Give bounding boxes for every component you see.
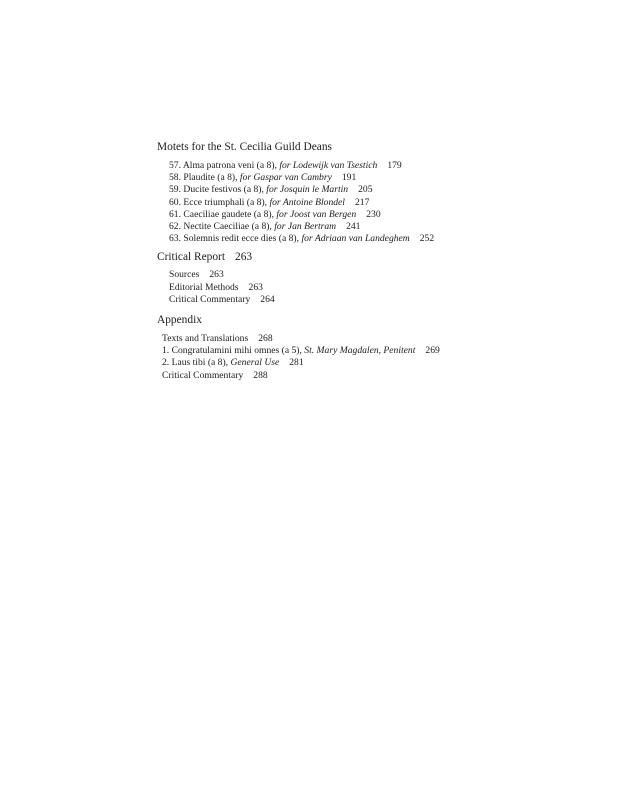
toc-entry-63 bbox=[169, 233, 597, 245]
entry-dedication: for Lodewijk van Tsestich bbox=[279, 160, 378, 171]
toc-entry-laus-tibi bbox=[162, 357, 597, 369]
toc-section-appendix bbox=[157, 313, 597, 382]
entry-dedication: for Adriaan van Landeghem bbox=[301, 233, 410, 245]
critical-report-entry-list bbox=[157, 269, 597, 306]
entry-page-number: 264 bbox=[260, 293, 275, 305]
entry-title: Editorial Methods bbox=[169, 281, 239, 293]
entry-number: 61. bbox=[169, 208, 181, 220]
entry-title: Critical Commentary bbox=[169, 293, 251, 305]
toc-entry-appendix-commentary bbox=[162, 370, 597, 382]
entry-number: 63. bbox=[169, 233, 181, 245]
entry-title: Ducite festivos (a 8), bbox=[183, 184, 264, 196]
toc-entry-sources bbox=[169, 269, 597, 281]
toc-entry-61 bbox=[169, 209, 597, 221]
entry-dedication: for Gaspar van Cambry bbox=[239, 172, 332, 184]
entry-title: 1. Congratulamini mihi omnes (a 5), bbox=[162, 345, 302, 357]
entry-page-number: 281 bbox=[289, 357, 304, 369]
entry-page-number: 179 bbox=[387, 160, 402, 171]
toc-entry-58 bbox=[169, 172, 597, 184]
section-heading-motets: Motets for the St. Cecilia Guild Deans bbox=[157, 141, 332, 153]
entry-dedication: for Joost van Bergen bbox=[276, 208, 357, 220]
table-of-contents bbox=[157, 140, 597, 382]
entry-title: Solemnis redit ecce dies (a 8), bbox=[183, 233, 300, 245]
entry-page-number: 191 bbox=[341, 172, 357, 184]
entry-dedication: for Jan Bertram bbox=[274, 221, 337, 233]
entry-page-number: 268 bbox=[258, 333, 273, 345]
entry-number: 62. bbox=[169, 221, 181, 233]
toc-entry-critical-commentary bbox=[169, 294, 597, 306]
entry-title: Nectite Caeciliae (a 8), bbox=[183, 221, 272, 233]
entry-page-number: 217 bbox=[354, 196, 370, 208]
entry-dedication: St. Mary Magdalen, Penitent bbox=[304, 345, 416, 357]
toc-entry-59 bbox=[169, 184, 597, 196]
section-heading-text: Critical Report bbox=[157, 251, 226, 264]
entry-number: 57. bbox=[169, 160, 181, 171]
entry-number: 60. bbox=[169, 196, 181, 208]
entry-title: Alma patrona veni (a 8), bbox=[182, 160, 277, 171]
entry-title: Plaudite (a 8), bbox=[183, 172, 238, 184]
toc-section-motets bbox=[157, 140, 597, 245]
entry-title: Ecce triumphali (a 8), bbox=[183, 196, 268, 208]
entry-title: Sources bbox=[169, 269, 200, 281]
toc-entry-congratulamini bbox=[162, 345, 597, 357]
entry-dedication: for Josquin le Martin bbox=[266, 184, 349, 196]
toc-entry-57 bbox=[169, 160, 597, 172]
entry-page-number: 269 bbox=[425, 345, 440, 357]
entry-number: 59. bbox=[169, 184, 181, 196]
toc-entry-62 bbox=[169, 221, 597, 233]
entry-number: 58. bbox=[169, 172, 181, 184]
entry-dedication: for Antoine Blondel bbox=[269, 196, 345, 208]
entry-title: Critical Commentary bbox=[162, 369, 244, 381]
entry-dedication: General Use bbox=[230, 357, 280, 369]
appendix-entry-list bbox=[157, 333, 597, 382]
motets-entry-list bbox=[157, 160, 597, 245]
toc-entry-60 bbox=[169, 197, 597, 209]
entry-page-number: 205 bbox=[358, 184, 373, 196]
entry-title: 2. Laus tibi (a 8), bbox=[162, 357, 229, 369]
toc-entry-texts-translations bbox=[162, 333, 597, 345]
entry-page-number: 241 bbox=[346, 221, 361, 233]
toc-entry-editorial-methods bbox=[169, 282, 597, 294]
entry-title: Caeciliae gaudete (a 8), bbox=[183, 208, 274, 220]
entry-title: Texts and Translations bbox=[162, 333, 249, 345]
section-page-number: 263 bbox=[235, 251, 253, 264]
entry-page-number: 288 bbox=[253, 369, 268, 381]
section-heading-appendix: Appendix bbox=[157, 314, 202, 327]
entry-page-number: 230 bbox=[366, 208, 381, 220]
entry-page-number: 263 bbox=[248, 281, 263, 293]
entry-page-number: 263 bbox=[209, 269, 224, 281]
toc-section-critical-report bbox=[157, 250, 597, 306]
section-heading-critical-report bbox=[157, 250, 597, 265]
entry-page-number: 252 bbox=[419, 233, 435, 245]
